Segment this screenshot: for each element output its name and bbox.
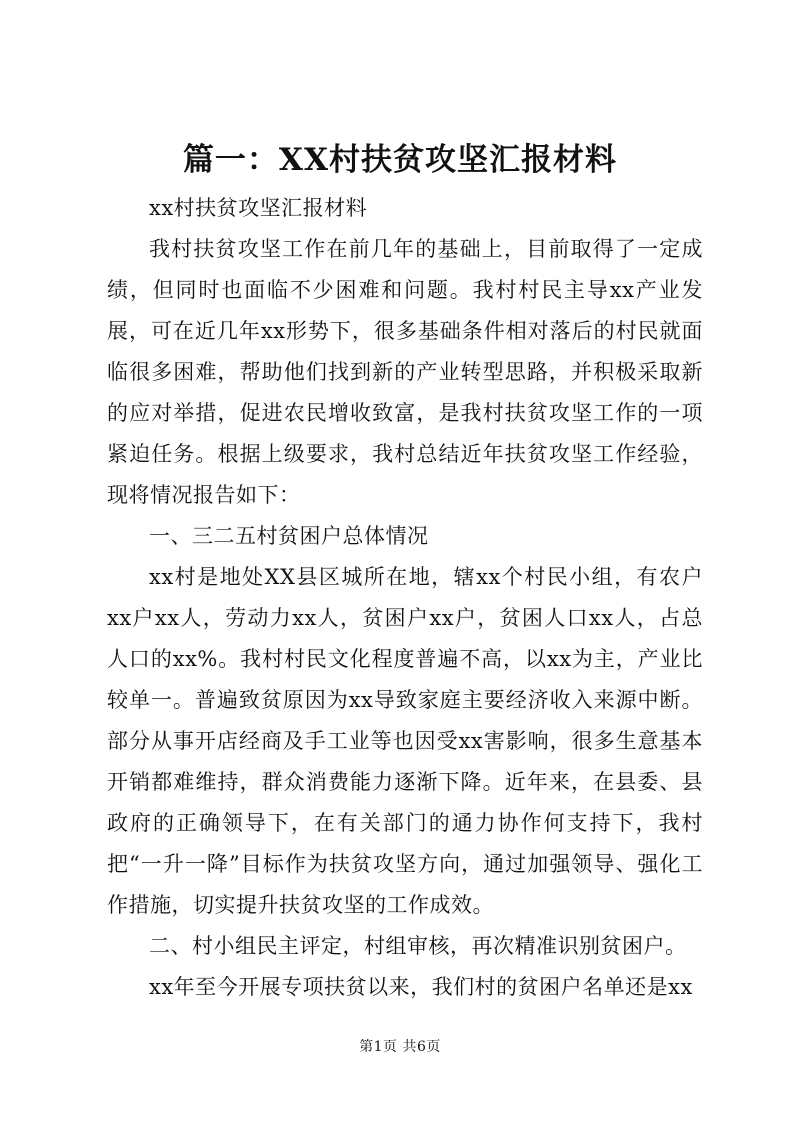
paragraph-intro: 我村扶贫攻坚工作在前几年的基础上，目前取得了一定成绩，但同时也面临不少困难和问题。我村村民主导xx产业发展，可在近几年xx形势下，很多基础条件相对落后的村民就面临很多困难，帮助他们找到新的产业转型思路，并积极采取新的应对举措，促进农民增收致富，是我村扶贫攻坚工作的一项紧迫任务。根据上级要求，我村总结近年扶贫攻坚工作经验，现将情况报告如下： <box>107 237 703 507</box>
document-title: 篇一：XX村扶贫攻坚汇报材料 <box>182 142 618 178</box>
document-body <box>107 188 703 1008</box>
paragraph-subtitle: xx村扶贫攻坚汇报材料 <box>149 196 368 220</box>
paragraph-section-2: xx年至今开展专项扶贫以来，我们村的贫困户名单还是xx <box>149 975 693 999</box>
page-footer: 第1页 共6页 <box>359 1039 441 1055</box>
paragraph-section-1: xx村是地处XX县区城所在地，辖xx个村民小组，有农户xx户xx人，劳动力xx人，贫困户xx户，贫困人口xx人，占总人口的xx%。我村村民文化程度普遍不高，以xx为主，产业比较单一。普遍致贫原因为xx导致家庭主要经济收入来源中断。部分从事开店经商及手工业等也因受xx害影响，很多生意基本开销都难维持，群众消费能力逐渐下降。近年来，在县委、县政府的正确领导下，在有关部门的通力协作何支持下，我村把“一升一降”目标作为扶贫攻坚方向，通过加强领导、强化工作措施，切实提升扶贫攻坚的工作成效。 <box>107 565 703 917</box>
section-heading-1: 一、三二五村贫困户总体情况 <box>149 524 429 548</box>
section-heading-2: 二、村小组民主评定，村组审核，再次精准识别贫困户。 <box>149 934 687 958</box>
